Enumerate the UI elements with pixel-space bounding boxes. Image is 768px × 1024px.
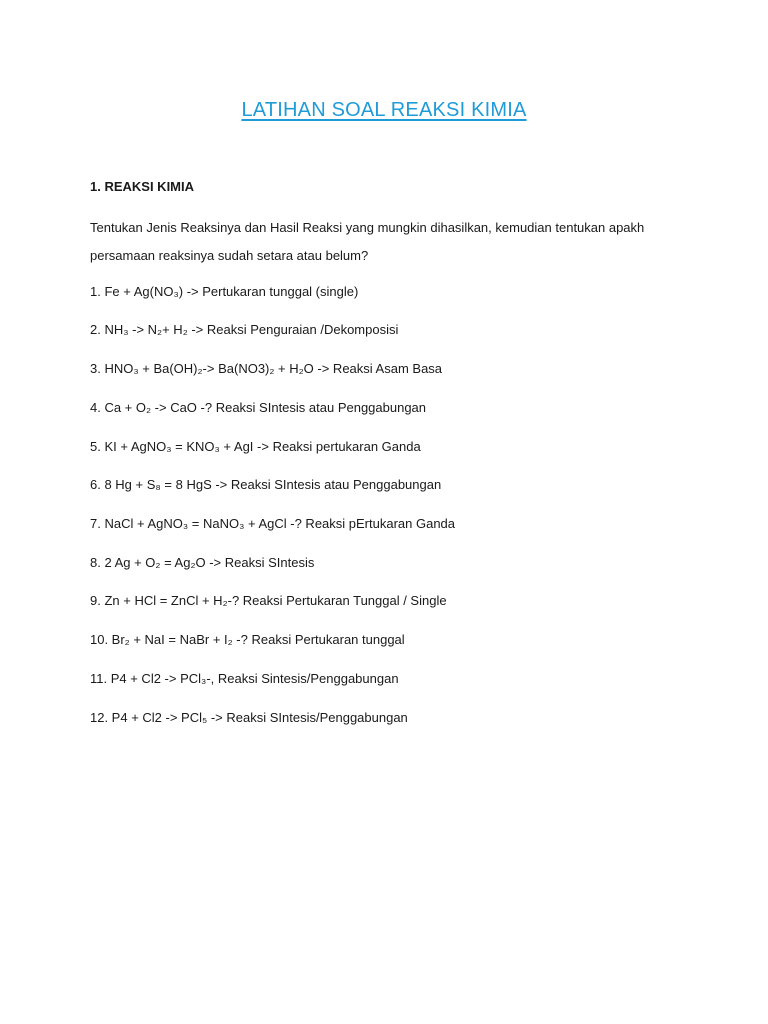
list-item: 6. 8 Hg + S₈ = 8 HgS -> Reaksi SIntesis atau Penggabungan xyxy=(90,477,442,492)
list-item: 10. Br₂ + NaI = NaBr + I₂ -? Reaksi Pertukaran tunggal xyxy=(90,632,405,647)
list-item: 1. Fe + Ag(NO₃) -> Pertukaran tunggal (single) xyxy=(90,284,359,299)
list-item: 4. Ca + O₂ -> CaO -? Reaksi SIntesis atau Penggabungan xyxy=(90,400,427,415)
list-item: 11. P4 + Cl2 -> PCl₃-, Reaksi Sintesis/Penggabungan xyxy=(90,671,399,686)
instruction-paragraph: Tentukan Jenis Reaksinya dan Hasil Reaksi yang mungkin dihasilkan, kemudian tentukan apakh persamaan reaksinya sudah setara atau belum? xyxy=(90,220,645,263)
list-item: 12. P4 + Cl2 -> PCl₅ -> Reaksi SIntesis/Penggabungan xyxy=(90,710,408,725)
list-item: 5. KI + AgNO₃ = KNO₃ + AgI -> Reaksi pertukaran Ganda xyxy=(90,439,421,454)
list-item: 3. HNO₃ + Ba(OH)₂-> Ba(NO3)₂ + H₂O -> Reaksi Asam Basa xyxy=(90,361,443,376)
list-item: 7. NaCl + AgNO₃ = NaNO₃ + AgCl -? Reaksi pErtukaran Ganda xyxy=(90,516,456,531)
list-item: 8. 2 Ag + O₂ = Ag₂O -> Reaksi SIntesis xyxy=(90,555,315,570)
list-item: 2. NH₃ -> N₂+ H₂ -> Reaksi Penguraian /Dekomposisi xyxy=(90,322,399,337)
page-title: LATIHAN SOAL REAKSI KIMIA xyxy=(241,99,527,121)
section-heading: 1. REAKSI KIMIA xyxy=(90,179,195,194)
list-item: 9. Zn + HCl = ZnCl + H₂-? Reaksi Pertukaran Tunggal / Single xyxy=(90,593,447,608)
